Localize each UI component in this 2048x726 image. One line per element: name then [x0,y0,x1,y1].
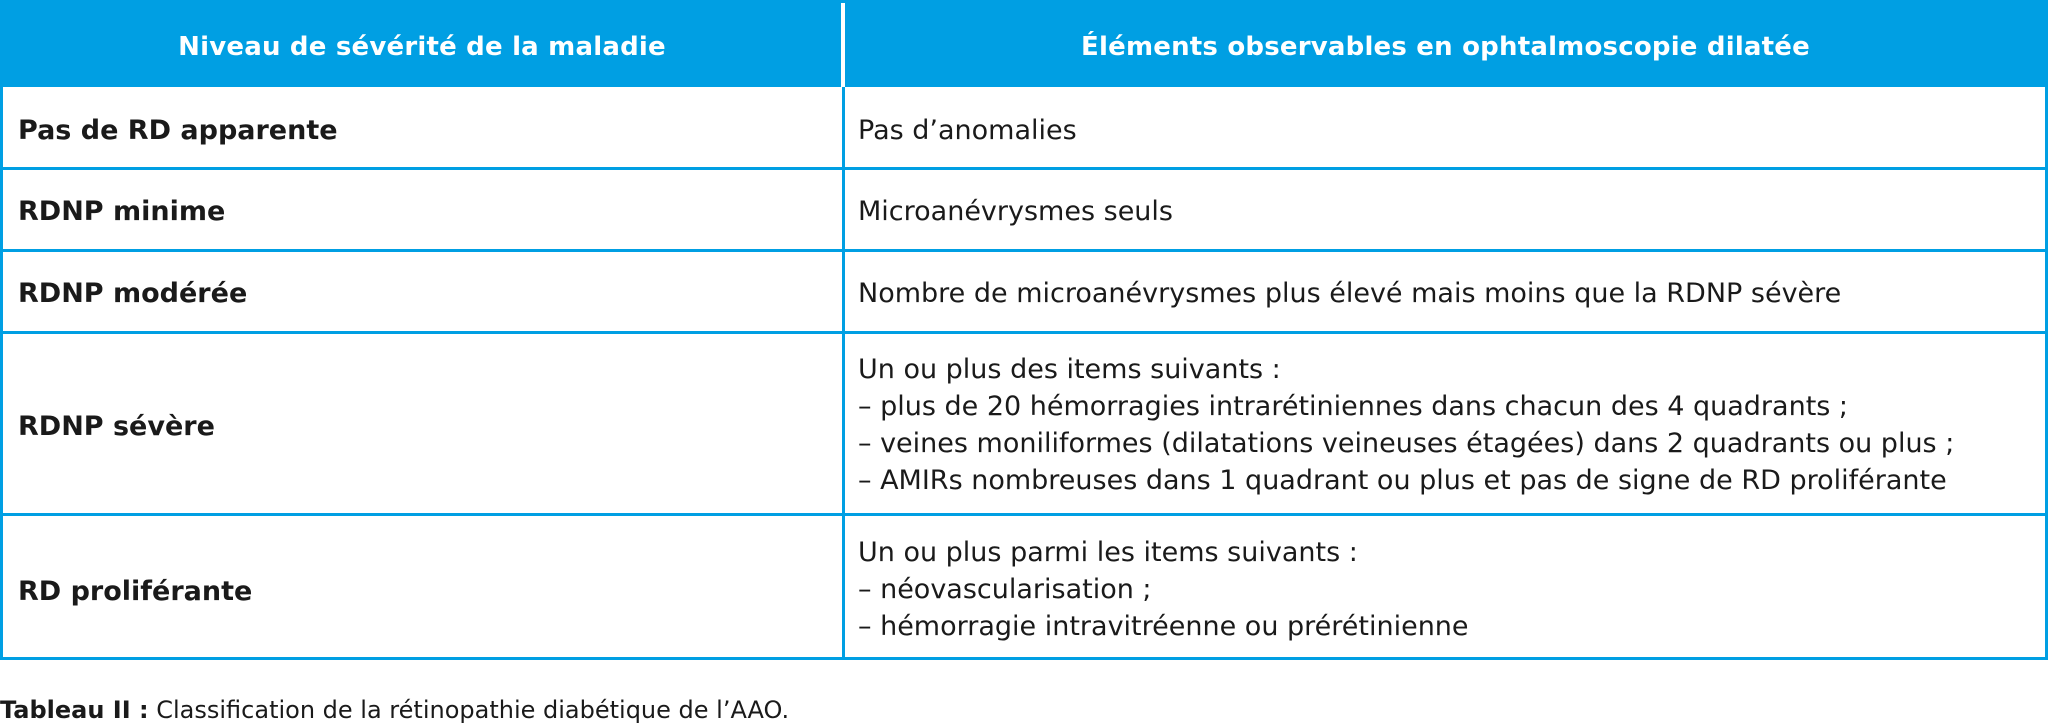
header-severity: Niveau de sévérité de la maladie [178,32,666,62]
table-caption [0,694,789,726]
row-divider [3,331,2045,334]
finding-line: Un ou plus des items suivants : [858,354,1281,385]
table-row-1-severity [18,112,338,149]
column-divider [842,87,845,660]
finding-line: – néovascularisation ; [858,574,1152,605]
caption-label: Tableau II : [0,696,149,724]
severity-label: RD proliférante [18,576,253,607]
finding-line: Microanévrysmes seuls [858,196,1173,227]
table-row-4-findings [858,351,1954,499]
finding-line: Nombre de microanévrysmes plus élevé mais moins que la RDNP sévère [858,278,1842,309]
row-divider [3,513,2045,516]
table-header [3,3,2045,87]
severity-label: RDNP minime [18,196,226,227]
severity-label: RDNP sévère [18,411,215,442]
finding-line: Un ou plus parmi les items suivants : [858,537,1358,568]
header-divider [841,3,845,87]
finding-line: – AMIRs nombreuses dans 1 quadrant ou plus et pas de signe de RD proliférante [858,465,1947,496]
severity-label: Pas de RD apparente [18,115,338,146]
table-row-5-findings [858,534,1469,645]
table-row-3-findings [858,275,1841,312]
table-row-4-severity [18,408,215,445]
severity-label: RDNP modérée [18,278,248,309]
table-row-2-findings [858,193,1173,230]
row-divider [3,249,2045,252]
finding-line: – plus de 20 hémorragies intrarétiniennes dans chacun des 4 quadrants ; [858,391,1849,422]
finding-line: – veines moniliformes (dilatations veineuses étagées) dans 2 quadrants ou plus ; [858,428,1955,459]
table-row-2-severity [18,193,225,230]
table-row-3-severity [18,275,247,312]
table-row-5-severity [18,573,252,610]
finding-line: Pas d’anomalies [858,115,1077,146]
header-findings: Éléments observables en ophtalmoscopie dilatée [1081,32,1810,62]
row-divider [3,167,2045,170]
table-row-1-findings [858,112,1077,149]
finding-line: – hémorragie intravitréenne ou prérétinienne [858,611,1469,642]
caption-text: Classification de la rétinopathie diabétique de l’AAO. [148,696,790,724]
